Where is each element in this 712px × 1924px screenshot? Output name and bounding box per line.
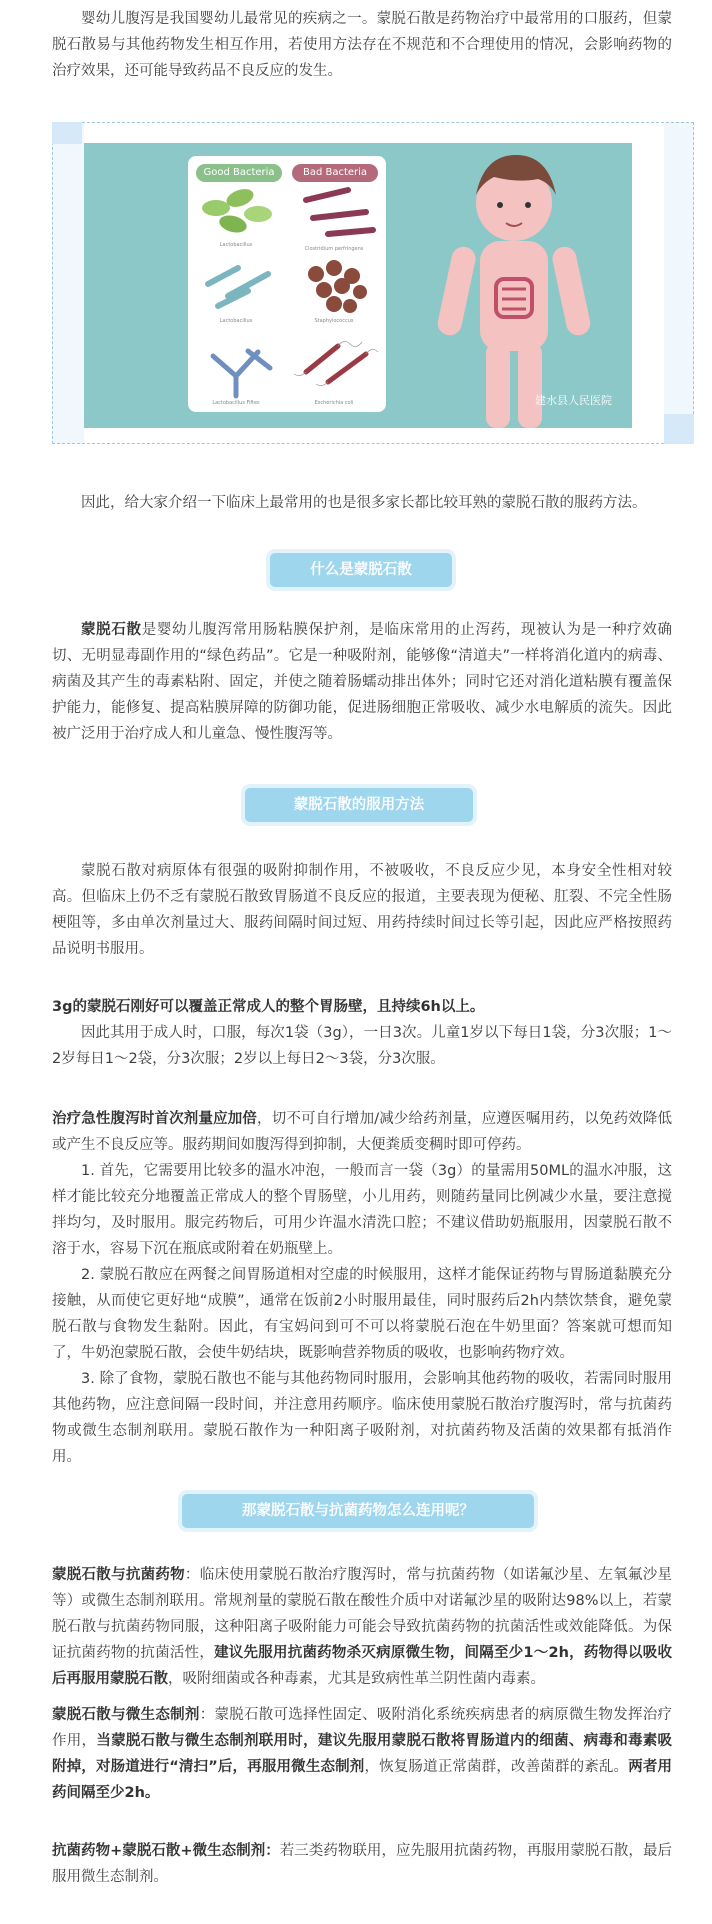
transition-paragraph: 因此，给大家介绍一下临床上最常用的也是很多家长都比较耳熟的蒙脱石散的服药方法。 (81, 495, 647, 511)
probiotic-paragraph (52, 1702, 672, 1806)
banner-corner (52, 122, 82, 144)
ecoli-bacteria-icon (306, 346, 366, 382)
antibiotic-text: ：临床使用蒙脱石散治疗腹泻时，常与抗菌药物（如诺氟沙星、左氧氟沙星等）或微生态制剂联用。常规剂量的蒙脱石散在酸性介质中对诺氟沙星的吸附达98%以上，若蒙脱石散与抗菌药物同服，这种阳离子吸附能力可能会导致抗菌药物的抗菌活性或效能降低。为保证抗菌药物的抗菌活性， (52, 1567, 673, 1661)
purple-bacteria-icon (306, 190, 373, 234)
probiotic-lead: 蒙脱石散与微生态制剂 (52, 1707, 200, 1723)
acute-text: ，切不可自行增加/减少给药剂量，应遵医嘱用药，以免药效降低或产生不良反应等。服药期间如腹泻得到抑制，大便粪质变稠时即可停药。 (52, 1111, 673, 1153)
what-paragraph (52, 617, 672, 747)
section-title-combine: 那蒙脱石散与抗菌药物怎么连用呢？ (182, 1494, 534, 1528)
triple-lead: 抗菌药物+蒙脱石散+微生态制剂： (52, 1843, 280, 1859)
bacteria-name: Clostridium perfringens (304, 246, 364, 252)
bacteria-name: Escherichia coli (314, 400, 354, 406)
how-intro-paragraph: 蒙脱石散对病原体有很强的吸附抑制作用，不被吸收，不良反应少见，本身安全性相对较高。但临床上仍不乏有蒙脱石散致胃肠道不良反应的报道，主要表现为便秘、肛裂、不完全性肠梗阻等，多由单次剂量过大、服药间隔时间过短、用药持续时间过长等引起，因此应严格按照药品说明书服用。 (52, 863, 672, 957)
triple-paragraph (52, 1838, 672, 1890)
what-lead: 蒙脱石散 (81, 622, 142, 638)
green-bacteria-icon (202, 186, 272, 236)
bacteria-name: Lactobacillus Fiftes (212, 400, 260, 406)
antibiotic-advice: 建议先服用抗菌药物杀灭病原微生物，间隔至少1～2h，药物得以吸收后再服用蒙脱石散 (52, 1645, 673, 1687)
good-bacteria-label: Good Bacteria (196, 164, 282, 182)
bacteria-card (188, 156, 386, 412)
bacteria-illustration (84, 143, 632, 428)
triple-text: 若三类药物联用，应先服用抗菌药物，再服用蒙脱石散，最后服用微生态制剂。 (52, 1843, 672, 1885)
dose-lead (52, 994, 672, 1020)
acute-item-1: 1. 首先，它需要用比较多的温水冲泡，一般而言一袋（3g）的量需用50ML的温水冲服，这样才能比较充分地覆盖正常成人的整个胃肠壁，小儿用药，则随药量同比例减少水量，要注意搅拌均匀，及时服用。服完药物后，可用少许温水清洗口腔；不建议借助奶瓶服用，因蒙脱石散不溶于水，容易下沉在瓶底或附着在奶瓶壁上。 (52, 1163, 672, 1257)
brown-cocci-icon (308, 260, 367, 313)
section-title-how: 蒙脱石散的服用方法 (245, 788, 473, 822)
acute-item-2: 2. 蒙脱石散应在两餐之间胃肠道相对空虚的时候服用，这样才能保证药物与胃肠道黏膜充分接触，从而使它更好地“成膜”，通常在饭前2小时服用最佳，同时服药后2h内禁饮禁食，避免蒙脱石散与食物发生黏附。因此，有宝妈问到可不可以将蒙脱石泡在牛奶里面？答案就可想而知了，牛奶泡蒙脱石散，会使牛奶结块，既影响营养物质的吸收，也影响药物疗效。 (52, 1267, 672, 1361)
blue-bacteria-icon (213, 351, 270, 396)
antibiotic-text-end: ，吸附细菌或各种毒素，尤其是致病性革兰阴性菌内毒素。 (168, 1671, 545, 1687)
teal-bacteria-icon (208, 268, 268, 306)
probiotic-text: ：蒙脱石散可选择性固定、吸附消化系统疾病患者的病原微生物发挥治疗作用， (52, 1707, 673, 1749)
antibiotic-lead: 蒙脱石散与抗菌药物 (52, 1567, 185, 1583)
bacteria-name: Lactobacillus (219, 242, 253, 248)
probiotic-advice: 当蒙脱石散与微生态制剂联用时，建议先服用蒙脱石散将胃肠道内的细菌、病毒和毒素吸附掉，对肠道进行“清扫”后，再服用微生态制剂 (52, 1733, 673, 1775)
probiotic-interval: 两者用药间隔至少2h。 (52, 1759, 673, 1801)
dose-lead-text: 3g的蒙脱石刚好可以覆盖正常成人的整个胃肠壁，且持续6h以上。 (52, 999, 485, 1015)
child-figure-icon (414, 143, 614, 428)
antibiotic-paragraph (52, 1562, 672, 1692)
dose-paragraph: 因此其用于成人时，口服，每次1袋（3g），一日3次。儿童1岁以下每日1袋，分3次服；1～2岁每日1～2袋，分3次服；2岁以上每日2～3袋，分3次服。 (52, 1025, 672, 1067)
hospital-watermark: 建水县人民医院 (535, 394, 612, 407)
acute-item-3: 3. 除了食物，蒙脱石散也不能与其他药物同时服用，会影响其他药物的吸收，若需同时服用其他药物，应注意间隔一段时间，并注意用药顺序。临床使用蒙脱石散治疗腹泻时，常与抗菌药物或微生态制剂联用。蒙脱石散作为一种阳离子吸附剂，对抗菌药物及活菌的效果都有抵消作用。 (52, 1371, 672, 1465)
section-title-what: 什么是蒙脱石散 (270, 553, 452, 587)
bad-bacteria-label: Bad Bacteria (292, 164, 378, 182)
bacteria-drawings (188, 156, 386, 412)
acute-paragraph (52, 1106, 672, 1158)
probiotic-text-mid: ，恢复肠道正常菌群，改善菌群的紊乱。 (364, 1759, 629, 1775)
banner-corner (664, 414, 694, 444)
bacteria-name: Lactobacillus (219, 318, 253, 324)
acute-lead: 治疗急性腹泻时首次剂量应加倍 (52, 1111, 258, 1127)
intro-paragraph: 婴幼儿腹泻是我国婴幼儿最常见的疾病之一。蒙脱石散是药物治疗中最常用的口服药，但蒙脱石散易与其他药物发生相互作用，若使用方法存在不规范和不合理使用的情况，会影响药物的治疗效果，还可能导致药品不良反应的发生。 (52, 11, 672, 79)
bacteria-name: Staphylococcus (314, 318, 354, 324)
what-text: 是婴幼儿腹泻常用肠粘膜保护剂，是临床常用的止泻药，现被认为是一种疗效确切、无明显毒副作用的“绿色药品”。它是一种吸附剂，能够像“清道夫”一样将消化道内的病毒、病菌及其产生的毒素粘附、固定，并使之随着肠蠕动排出体外；同时它还对消化道粘膜有覆盖保护能力，能修复、提高粘膜屏障的防御功能，促进肠细胞正常吸收、减少水电解质的流失。因此被广泛用于治疗成人和儿童急、慢性腹泻等。 (52, 622, 673, 742)
